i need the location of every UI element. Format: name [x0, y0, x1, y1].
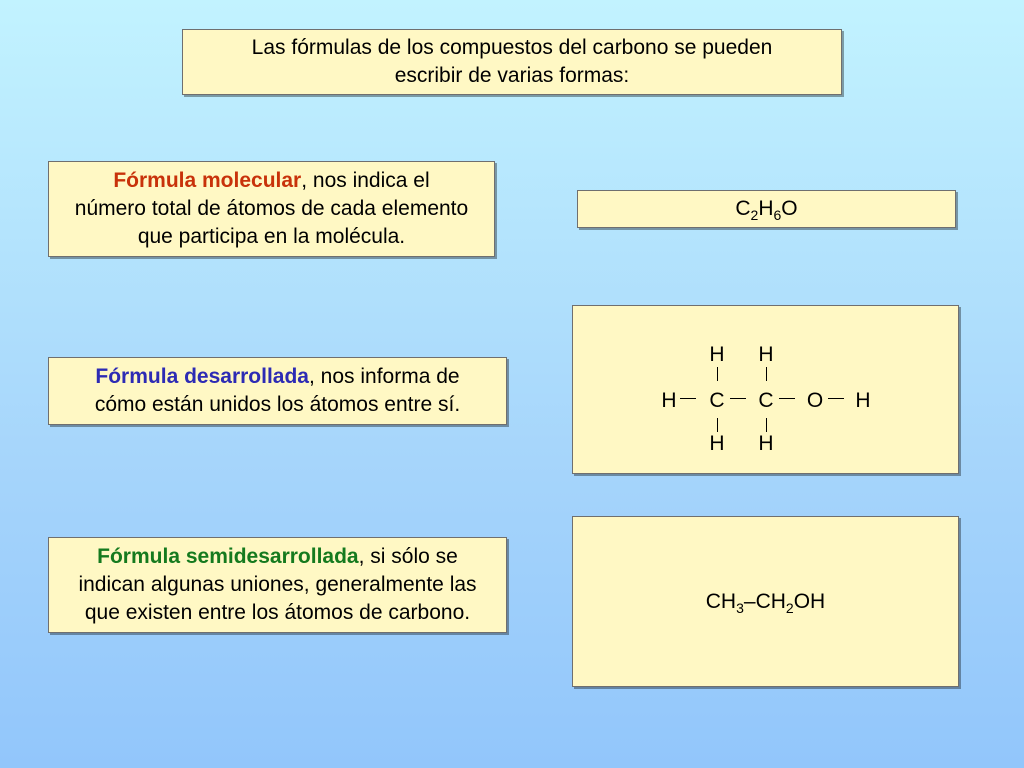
bond-vertical-bottom-2: [766, 418, 767, 432]
atom-h-bottom-2: H: [758, 432, 774, 455]
molecular-text-1: , nos indica el: [301, 169, 430, 192]
molecular-keyword: Fórmula molecular: [113, 169, 302, 192]
bond-o-h: [828, 398, 844, 399]
semidesarrollada-text-1: , si sólo se: [358, 545, 458, 568]
title-line-2: escribir de varias formas:: [394, 64, 630, 87]
semistructural-formula-box: [572, 516, 959, 687]
bond-c2-o: [779, 398, 795, 399]
molecular-formula: $C_2H_6O$: [735, 197, 798, 223]
title-line-1: Las fórmulas de los compuestos del carbono se pueden: [251, 36, 773, 59]
desarrollada-text-1: , nos informa de: [308, 365, 460, 388]
semidesarrollada-keyword: Fórmula semidesarrollada: [97, 545, 359, 568]
bond-vertical-bottom-1: [717, 418, 718, 432]
bond-h-c1: [680, 398, 696, 399]
molecular-text-2: número total de átomos de cada elemento: [74, 197, 469, 220]
structural-formula-box: [572, 305, 959, 474]
semistructural-formula: $CH_3-CH_2OH$: [705, 589, 826, 616]
atom-h-bottom-1: H: [709, 432, 725, 455]
bond-vertical-top-2: [766, 367, 767, 381]
bond-vertical-top-1: [717, 367, 718, 381]
semidesarrollada-description-box: [48, 537, 507, 633]
desarrollada-description-box: [48, 357, 507, 425]
semidesarrollada-text-2: indican algunas uniones, generalmente las: [78, 573, 477, 596]
molecular-text-3: que participa en la molécula.: [137, 225, 406, 248]
atom-h-left: H: [661, 389, 677, 412]
atom-c2: C: [758, 389, 774, 412]
title-box: [182, 29, 842, 95]
desarrollada-text-2: cómo están unidos los átomos entre sí.: [94, 393, 461, 416]
molecular-formula-box: [577, 190, 956, 228]
atom-h-top-1: H: [709, 343, 725, 366]
bond-c1-c2: [730, 398, 746, 399]
semidesarrollada-text-3: que existen entre los átomos de carbono.: [84, 601, 471, 624]
atom-c1: C: [709, 389, 725, 412]
atom-h-right: H: [855, 389, 871, 412]
atom-o: O: [806, 389, 824, 412]
atom-h-top-2: H: [758, 343, 774, 366]
desarrollada-keyword: Fórmula desarrollada: [95, 365, 309, 388]
molecular-description-box: [48, 161, 495, 257]
